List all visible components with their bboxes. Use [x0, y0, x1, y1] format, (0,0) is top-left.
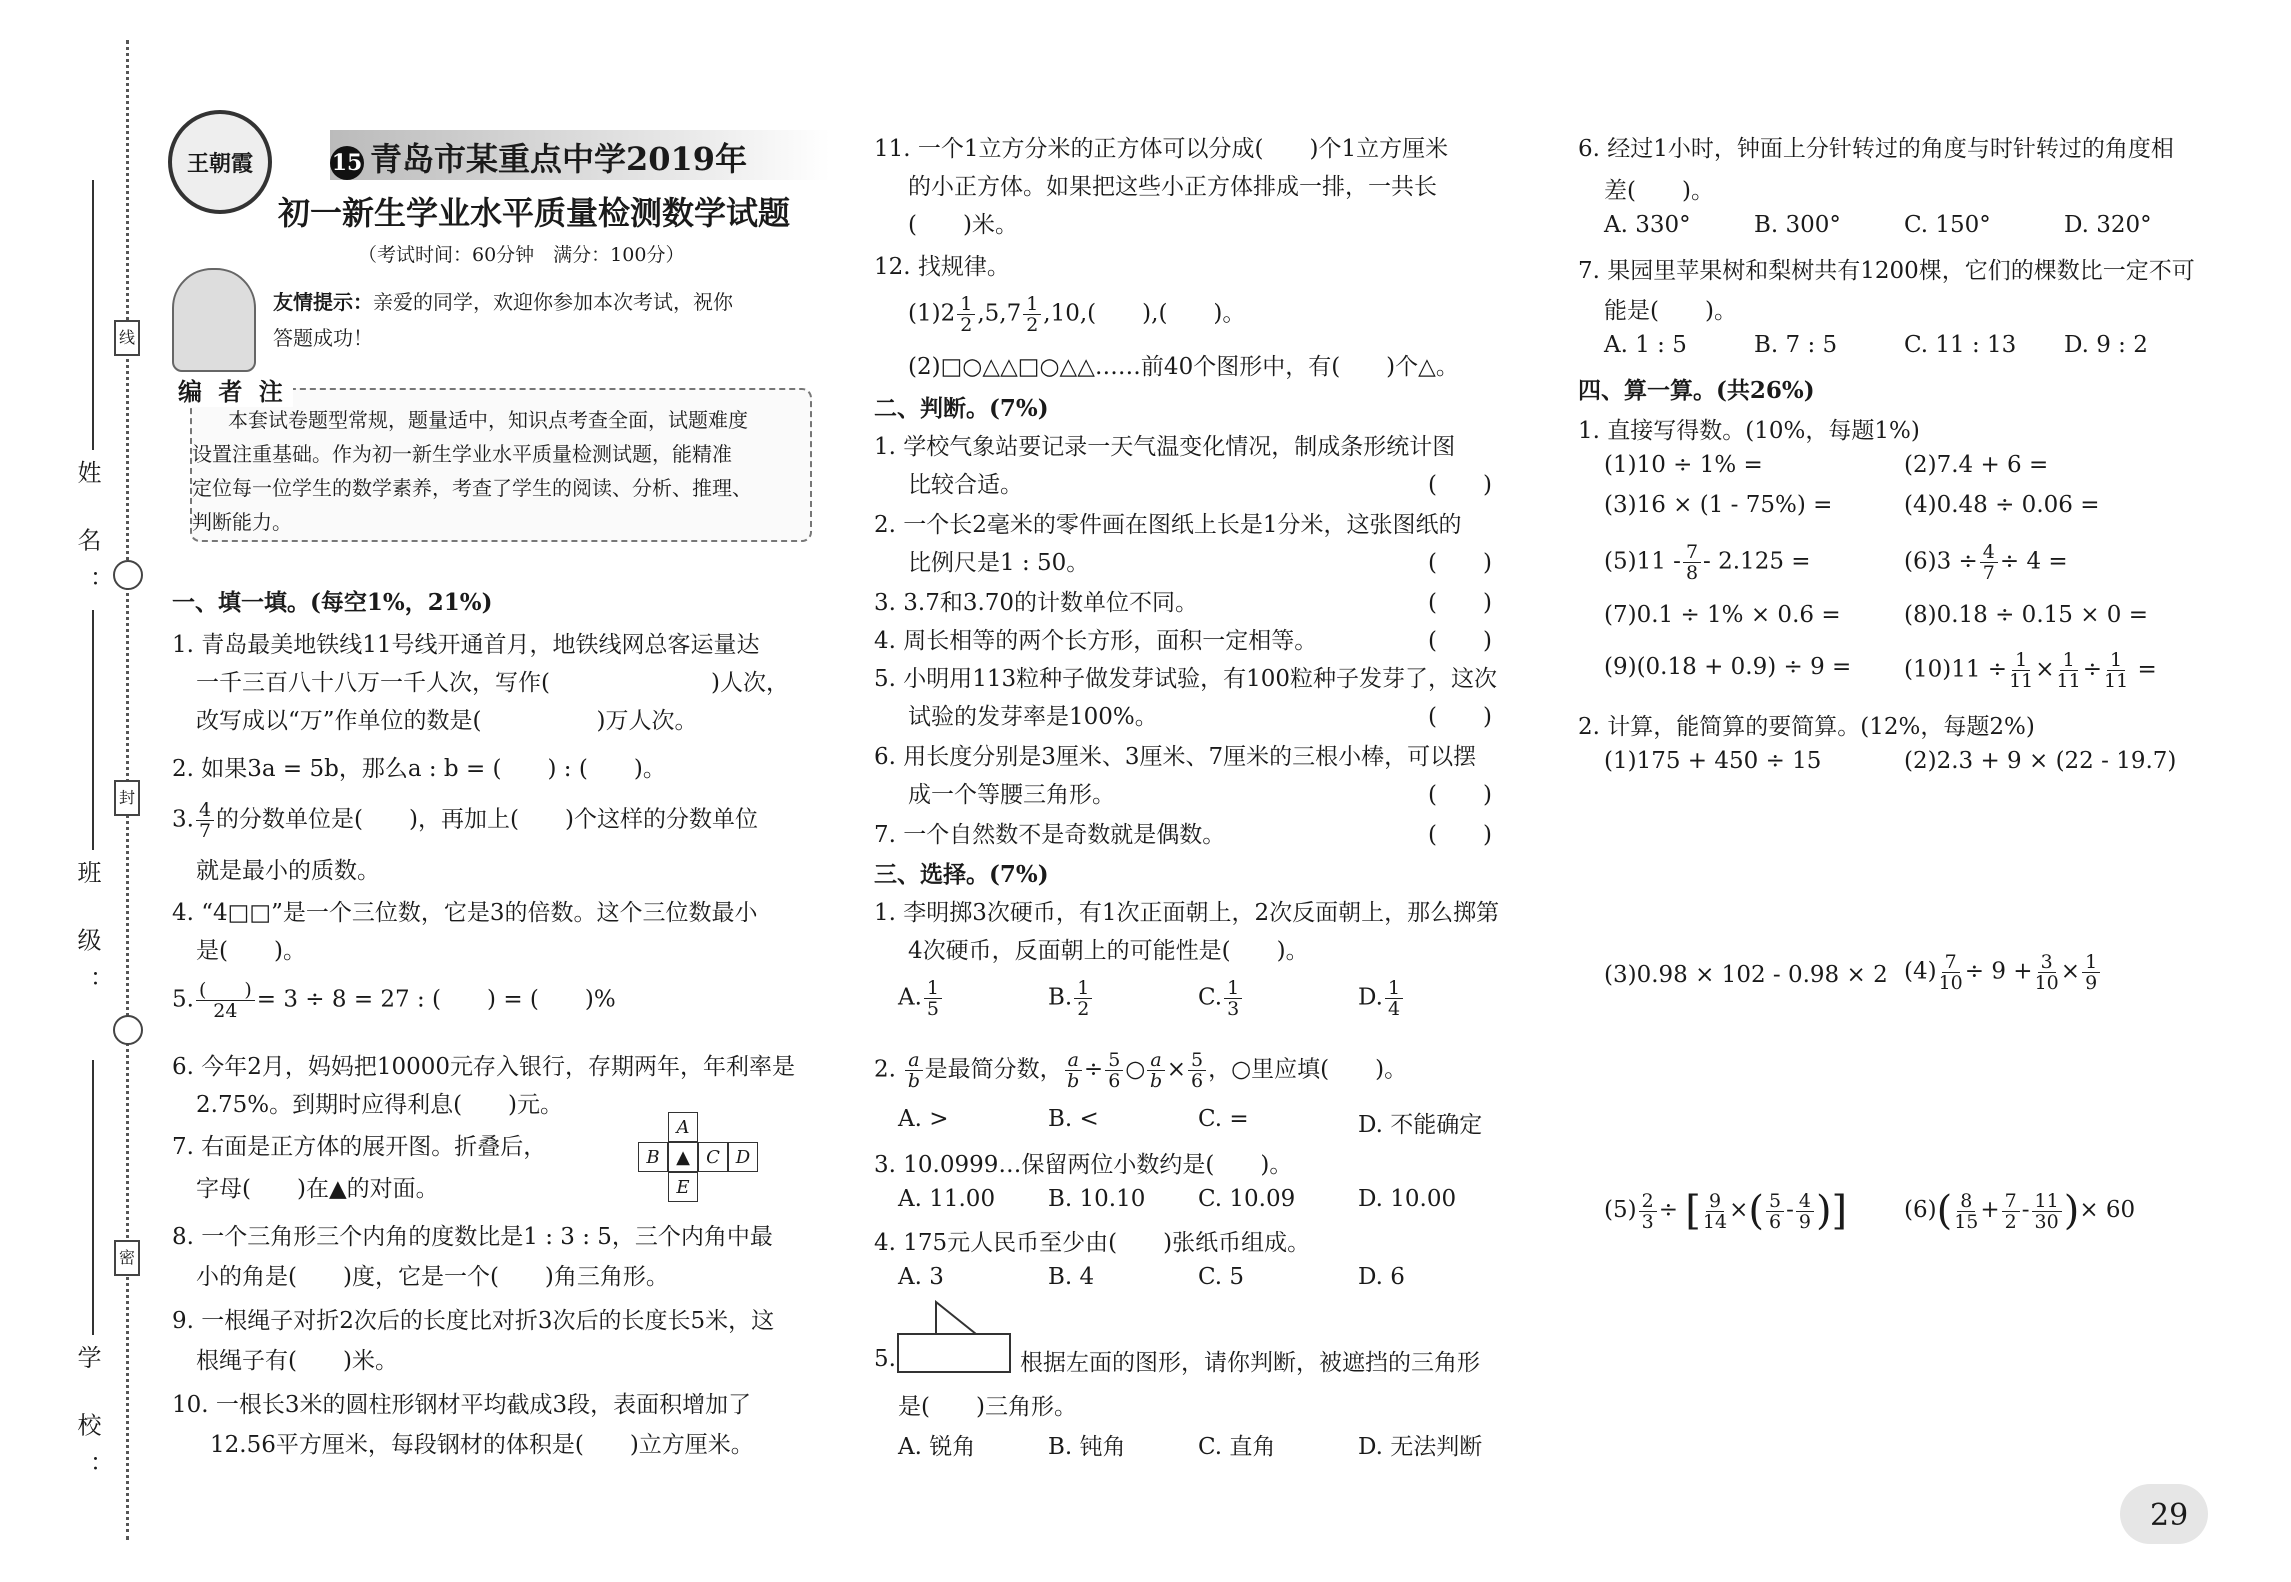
question-11-line: ( )米。 — [908, 212, 1018, 238]
choice-5-option-b: B. 钝角 — [1048, 1434, 1126, 1460]
choice-4: 4. 175元人民币至少由( )张纸币组成。 — [874, 1230, 1311, 1256]
choice-3: 3. 10.0999…保留两位小数约是( )。 — [874, 1152, 1293, 1178]
binding-knot-icon — [113, 1015, 143, 1045]
choice-5-line: 是( )三角形。 — [898, 1394, 1077, 1420]
question-4-line: 4. “4□□”是一个三位数，它是3的倍数。这个三位数最小 — [172, 900, 758, 926]
judge-6-line: 成一个等腰三角形。 — [908, 782, 1115, 808]
choice-1-line: 1. 李明掷3次硬币，有1次正面朝上，2次反面朝上，那么掷第 — [874, 900, 1500, 926]
calc-1-item: (7)0.1 ÷ 1% × 0.6 = — [1604, 602, 1841, 628]
judge-7: 7. 一个自然数不是奇数就是偶数。 — [874, 822, 1226, 848]
calc-1-item: (10)11 ÷ $\frac{1}{11}$ × $\frac{1}{11}$ ÷ $\frac{1}{11}$ = — [1904, 649, 2157, 692]
calc-2-item: (3)0.98 × 102 - 0.98 × 2 — [1604, 962, 1888, 988]
calc-1-item: (6)3 ÷ $\frac{4}{7}$ ÷ 4 = — [1904, 541, 2068, 584]
judge-answer-paren: ( ) — [1428, 472, 1492, 498]
judge-answer-paren: ( ) — [1428, 590, 1492, 616]
school-label: 学 校： — [73, 1345, 101, 1497]
class-label: 班 级： — [73, 860, 101, 1012]
question-10-line: 12.56平方厘米，每段钢材的体积是( )立方厘米。 — [210, 1432, 754, 1458]
judge-answer-paren: ( ) — [1428, 628, 1492, 654]
choice-2: 2. $\frac{a}{b}$ 是最简分数， $\frac{a}{b}$ ÷ $\frac{5}{6}$ ○ $\frac{a}{b}$ × $\frac{5}{6}$ ，○里应填( )。 — [874, 1049, 1408, 1092]
question-12: 12. 找规律。 — [874, 254, 1010, 280]
question-3-line: 3. $\frac{4}{7}$ 的分数单位是( )，再加上( )个这样的分数单位 — [172, 799, 758, 842]
calc-2-item: (1)175 + 450 ÷ 15 — [1604, 748, 1822, 774]
cube-net-face-b: B — [638, 1142, 668, 1172]
choice-5-number: 5. — [874, 1346, 896, 1372]
calc-1-item: (8)0.18 ÷ 0.15 × 0 = — [1904, 602, 2149, 628]
choice-7-line: 能是( )。 — [1604, 298, 1737, 324]
choice-4-option-b: B. 4 — [1048, 1264, 1095, 1290]
question-6-line: 2.75%。到期时应得利息( )元。 — [196, 1092, 564, 1118]
tip-line-2: 答题成功！ — [273, 326, 373, 350]
question-1-line: 一千三百八十八万一千人次，写作( )人次， — [196, 670, 789, 696]
calc-1-item: (9)(0.18 + 0.9) ÷ 9 = — [1604, 654, 1852, 680]
judge-3: 3. 3.7和3.70的计数单位不同。 — [874, 590, 1199, 616]
choice-6-line: 差( )。 — [1604, 178, 1714, 204]
judge-4: 4. 周长相等的两个长方形，面积一定相等。 — [874, 628, 1318, 654]
question-11-line: 11. 一个1立方分米的正方体可以分成( )个1立方厘米 — [874, 136, 1449, 162]
judge-2-line: 2. 一个长2毫米的零件画在图纸上长是1分米，这张图纸的 — [874, 512, 1462, 538]
section-1-title: 一、填一填。(每空1%，21%) — [172, 589, 493, 616]
choice-3-option-b: B. 10.10 — [1048, 1186, 1146, 1212]
editor-note-line: 定位每一位学生的数学素养，考查了学生的阅读、分析、推理、 — [192, 476, 752, 500]
question-6-line: 6. 今年2月，妈妈把10000元存入银行，存期两年，年利率是 — [172, 1054, 796, 1080]
question-9-line: 9. 一根绳子对折2次后的长度比对折3次后的长度长5米，这 — [172, 1308, 775, 1334]
calc-1-item: (5)11 - $\frac{7}{8}$ - 2.125 = — [1604, 541, 1811, 584]
choice-2-option-d: D. 不能确定 — [1358, 1112, 1483, 1138]
name-label: 姓 名： — [73, 460, 101, 612]
choice-6-option-a: A. 330° — [1604, 212, 1691, 238]
editor-note-label: 编 者 注 — [172, 372, 293, 407]
brand-logo-text: 王朝霞 — [186, 150, 253, 177]
brand-logo — [168, 110, 272, 214]
judge-5-line: 试验的发芽率是100%。 — [908, 704, 1158, 730]
cube-net-face-triangle: ▲ — [668, 1142, 698, 1172]
seal-box-xian: 线 — [114, 320, 140, 356]
title-line-2: 初一新生学业水平质量检测数学试题 — [278, 194, 791, 232]
choice-5-line: 根据左面的图形，请你判断，被遮挡的三角形 — [1020, 1350, 1480, 1376]
title-text-1: 青岛市某重点中学2019年 — [370, 140, 748, 178]
judge-2-line: 比例尺是1 : 50。 — [908, 550, 1090, 576]
question-5: 5. $\frac{( )}{24}$ = 3 ÷ 8 = 27 : ( ) = ( )% — [172, 979, 616, 1022]
choice-2-option-b: B. < — [1048, 1106, 1099, 1132]
cube-net-face-e: E — [668, 1172, 698, 1202]
calc-1-item: (4)0.48 ÷ 0.06 = — [1904, 492, 2100, 518]
question-11-line: 的小正方体。如果把这些小正方体排成一排，一共长 — [908, 174, 1437, 200]
judge-1-line: 1. 学校气象站要记录一天气温变化情况，制成条形统计图 — [874, 434, 1456, 460]
judge-6-line: 6. 用长度分别是3厘米、3厘米、7厘米的三根小棒，可以摆 — [874, 744, 1477, 770]
calc-2-item: (4) $\frac{7}{10}$ ÷ 9 + $\frac{3}{10}$ × $\frac{1}{9}$ — [1904, 952, 2102, 993]
choice-6-line: 6. 经过1小时，钟面上分针转过的角度与时针转过的角度相 — [1578, 136, 2174, 162]
choice-7-option-c: C. 11 : 13 — [1904, 332, 2017, 358]
question-12-part-2: (2)□○△△□○△△……前40个图形中，有( )个△。 — [908, 354, 1459, 380]
paper-number-badge: 15 — [330, 146, 364, 180]
calc-2-title: 2. 计算，能简算的要简算。(12%，每题2%) — [1578, 714, 2035, 740]
judge-answer-paren: ( ) — [1428, 704, 1492, 730]
question-8-line: 小的角是( )度，它是一个( )角三角形。 — [196, 1264, 669, 1290]
judge-5-line: 5. 小明用113粒种子做发芽试验，有100粒种子发芽了，这次 — [874, 666, 1498, 692]
section-4-title: 四、算一算。(共26%) — [1578, 377, 1815, 404]
choice-7-line: 7. 果园里苹果树和梨树共有1200棵，它们的棵数比一定不可 — [1578, 258, 2195, 284]
choice-6-option-d: D. 320° — [2064, 212, 2152, 238]
choice-4-option-d: D. 6 — [1358, 1264, 1405, 1290]
choice-3-option-a: A. 11.00 — [898, 1186, 996, 1212]
choice-4-option-c: C. 5 — [1198, 1264, 1245, 1290]
cube-net-face-d: D — [728, 1142, 758, 1172]
choice-2-option-c: C. = — [1198, 1106, 1249, 1132]
choice-4-option-a: A. 3 — [898, 1264, 944, 1290]
hidden-triangle-figure — [896, 1300, 1014, 1376]
question-8-line: 8. 一个三角形三个内角的度数比是1 : 3 : 5，三个内角中最 — [172, 1224, 773, 1250]
binding-knot-icon — [113, 560, 143, 590]
calc-2-item: (5) $\frac{2}{3}$ ÷ [ $\frac{9}{14}$ ×( $\frac{5}{6}$ - $\frac{4}{9}$ )] — [1604, 1188, 1848, 1234]
judge-answer-paren: ( ) — [1428, 822, 1492, 848]
question-1-line: 改写成以“万”作单位的数是( )万人次。 — [196, 708, 698, 734]
cube-net-face-a: A — [668, 1112, 698, 1142]
judge-1-line: 比较合适。 — [908, 472, 1023, 498]
judge-answer-paren: ( ) — [1428, 782, 1492, 808]
editor-note-line: 本套试卷题型常规，题量适中，知识点考查全面，试题难度 — [228, 408, 748, 432]
page-number: 29 — [2150, 1498, 2189, 1533]
question-3-line: 就是最小的质数。 — [196, 858, 380, 884]
editor-note-line: 判断能力。 — [192, 510, 292, 534]
cube-net-face-c: C — [698, 1142, 728, 1172]
question-10-line: 10. 一根长3米的圆柱形钢材平均截成3段，表面积增加了 — [172, 1392, 752, 1418]
calc-1-item: (1)10 ÷ 1% = — [1604, 452, 1763, 478]
question-9-line: 根绳子有( )米。 — [196, 1348, 398, 1374]
choice-1-option-b: B. $\frac{1}{2}$ — [1048, 978, 1094, 1019]
choice-5-option-c: C. 直角 — [1198, 1434, 1276, 1460]
editor-note-line: 设置注重基础。作为初一新生学业水平质量检测试题，能精准 — [192, 442, 732, 466]
choice-2-option-a: A. > — [898, 1106, 949, 1132]
calc-1-item: (2)7.4 + 6 = — [1904, 452, 2049, 478]
choice-3-option-c: C. 10.09 — [1198, 1186, 1296, 1212]
seal-box-feng: 封 — [114, 780, 140, 816]
choice-7-option-a: A. 1 : 5 — [1604, 332, 1687, 358]
section-3-title: 三、选择。(7%) — [874, 861, 1049, 888]
seal-box-mi: 密 — [114, 1240, 140, 1276]
class-underline — [92, 610, 94, 850]
choice-7-option-b: B. 7 : 5 — [1754, 332, 1838, 358]
name-underline — [92, 180, 94, 450]
choice-5-option-a: A. 锐角 — [898, 1434, 976, 1460]
calc-2-item: (2)2.3 + 9 × (22 - 19.7) — [1904, 748, 2177, 774]
section-2-title: 二、判断。(7%) — [874, 395, 1049, 422]
choice-1-line: 4次硬币，反面朝上的可能性是( )。 — [908, 938, 1309, 964]
tip-line-1: 友情提示：亲爱的同学，欢迎你参加本次考试，祝你 — [273, 290, 733, 314]
choice-1-option-d: D. $\frac{1}{4}$ — [1358, 978, 1405, 1019]
exam-info: （考试时间：60分钟 满分：100分） — [358, 244, 685, 266]
school-underline — [92, 1060, 94, 1335]
question-1-line: 1. 青岛最美地铁线11号线开通首月，地铁线网总客运量达 — [172, 632, 760, 658]
calc-1-item: (3)16 × (1 - 75%) = — [1604, 492, 1833, 518]
calc-2-item: (6)( $\frac{8}{15}$ + $\frac{7}{2}$ - $\frac{11}{30}$ )× 60 — [1904, 1188, 2136, 1234]
calc-1-title: 1. 直接写得数。(10%，每题1%) — [1578, 418, 1920, 444]
question-4-line: 是( )。 — [196, 938, 306, 964]
girl-illustration-icon — [172, 268, 256, 372]
choice-1-option-c: C. $\frac{1}{3}$ — [1198, 978, 1244, 1019]
choice-7-option-d: D. 9 : 2 — [2064, 332, 2148, 358]
choice-6-option-c: C. 150° — [1904, 212, 1991, 238]
question-7-line: 7. 右面是正方体的展开图。折叠后， — [172, 1134, 547, 1160]
question-2: 2. 如果3a = 5b，那么a : b = ( ) : ( )。 — [172, 756, 666, 782]
question-7-line: 字母( )在▲的对面。 — [196, 1176, 439, 1202]
question-12-part-1: (1)2 $\frac{1}{2}$ ,5,7 $\frac{1}{2}$ ,10,( ),( )。 — [908, 293, 1246, 336]
judge-answer-paren: ( ) — [1428, 550, 1492, 576]
choice-3-option-d: D. 10.00 — [1358, 1186, 1457, 1212]
choice-5-option-d: D. 无法判断 — [1358, 1434, 1483, 1460]
choice-1-option-a: A. $\frac{1}{5}$ — [898, 978, 944, 1019]
choice-6-option-b: B. 300° — [1754, 212, 1841, 238]
title-line-1 — [330, 134, 747, 180]
